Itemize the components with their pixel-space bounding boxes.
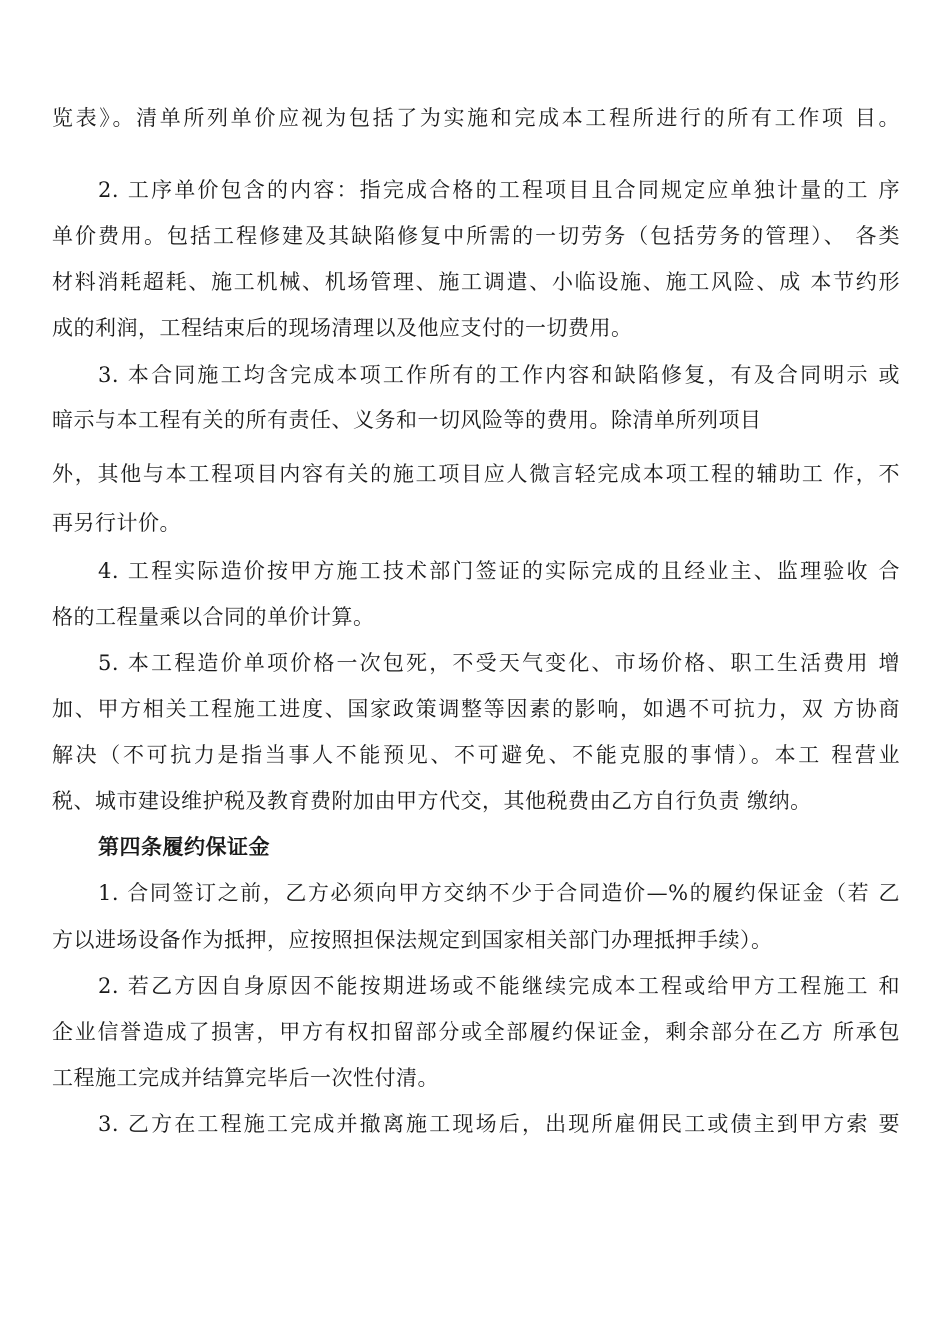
paragraph-line: 单价费用。包括工程修建及其缺陷修复中所需的一切劳务（包括劳务的管理）、 各类 [52, 224, 900, 248]
paragraph-line: 方以进场设备作为抵押，应按照担保法规定到国家相关部门办理抵押手续）。 [52, 928, 773, 952]
paragraph-line: 外，其他与本工程项目内容有关的施工项目应人微言轻完成本项工程的辅助工 作，不 [52, 462, 900, 486]
section-heading: 第四条履约保证金 [98, 835, 270, 859]
clause-5-line: 5. 本工程造价单项价格一次包死，不受天气变化、市场价格、职工生活费用 增 [98, 651, 900, 675]
deposit-clause-1-line: 1. 合同签订之前，乙方必须向甲方交纳不少于合同造价—%的履约保证金（若 乙 [98, 881, 900, 905]
deposit-clause-3-line: 3. 乙方在工程施工完成并撤离施工现场后，出现所雇佣民工或债主到甲方索 要 [98, 1112, 900, 1136]
paragraph-line: 解决（不可抗力是指当事人不能预见、不可避免、不能克服的事情）。本工 程营业 [52, 743, 900, 767]
paragraph-line: 税、城市建设维护税及教育费附加由甲方代交，其他税费由乙方自行负责 缴纳。 [52, 789, 812, 813]
clause-4-line: 4. 工程实际造价按甲方施工技术部门签证的实际完成的且经业主、监理验收 合 [98, 559, 900, 583]
paragraph-line: 格的工程量乘以合同的单价计算。 [52, 605, 375, 629]
paragraph-line: 材料消耗超耗、施工机械、机场管理、施工调遣、小临设施、施工风险、成 本节约形 [52, 270, 900, 294]
deposit-clause-2-line: 2. 若乙方因自身原因不能按期进场或不能继续完成本工程或给甲方工程施工 和 [98, 974, 900, 998]
paragraph-line: 工程施工完成并结算完毕后一次性付清。 [52, 1066, 439, 1090]
paragraph-line: 企业信誉造成了损害，甲方有权扣留部分或全部履约保证金，剩余部分在乙方 所承包 [52, 1020, 900, 1044]
clause-3-line: 3. 本合同施工均含完成本项工作所有的工作内容和缺陷修复，有及合同明示 或 [98, 363, 900, 387]
paragraph-line: 暗示与本工程有关的所有责任、义务和一切风险等的费用。除清单所列项目 [52, 408, 762, 432]
paragraph-line: 览表》。清单所列单价应视为包括了为实施和完成本工程所进行的所有工作项 目。 [52, 106, 900, 130]
paragraph-line: 成的利润，工程结束后的现场清理以及他应支付的一切费用。 [52, 316, 633, 340]
paragraph-line: 再另行计价。 [52, 511, 181, 535]
paragraph-line: 加、甲方相关工程施工进度、国家政策调整等因素的影响，如遇不可抗力，双 方协商 [52, 697, 900, 721]
clause-2-line: 2. 工序单价包含的内容：指完成合格的工程项目且合同规定应单独计量的工 序 [98, 178, 900, 202]
